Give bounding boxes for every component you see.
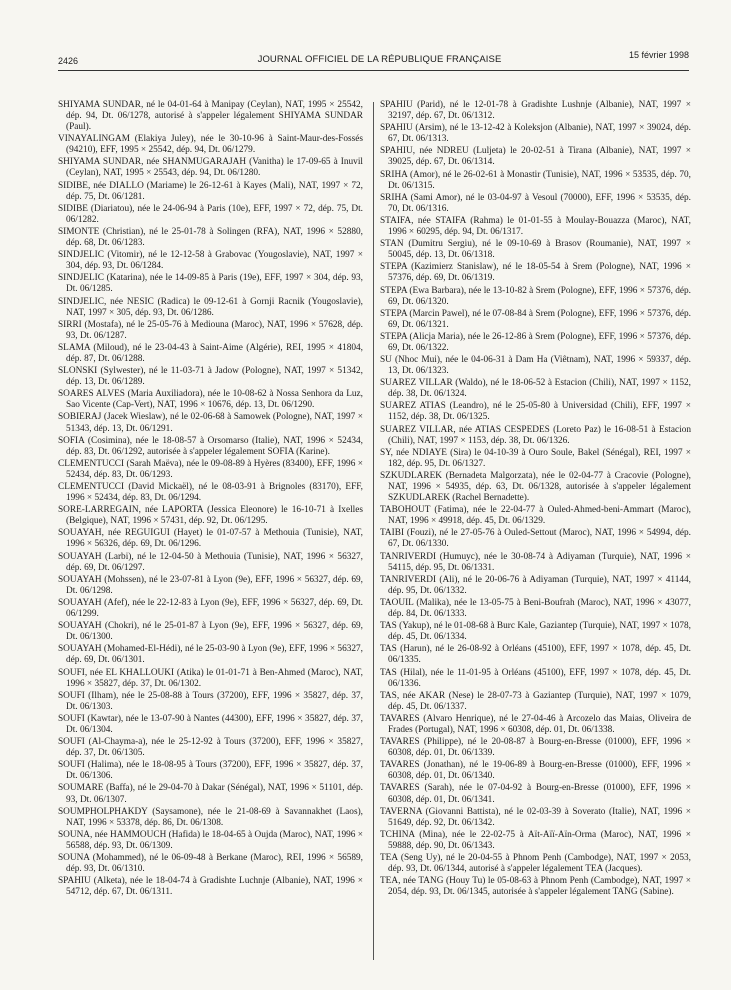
naturalization-entry: SLONSKI (Sylwester), né le 11-03-71 à Jadow (Pologne), NAT, 1997 × 51342, dép. 13, Dt. 06/1289. — [58, 366, 363, 388]
right-column — [380, 100, 691, 899]
naturalization-entry: TAIBI (Fouzi), né le 27-05-76 à Ouled-Settout (Maroc), NAT, 1996 × 54994, dép. 67, Dt. 06/1330. — [380, 528, 691, 550]
naturalization-entry: STEPA (Marcin Pawel), né le 07-08-84 à Srem (Pologne), EFF, 1996 × 57376, dép. 69, Dt. 06/1321. — [380, 308, 691, 330]
issue-date: 15 février 1998 — [628, 50, 689, 60]
naturalization-entry: SY, née NDIAYE (Sira) le 04-10-39 à Ouro Soule, Bakel (Sénégal), REI, 1997 × 182, dép. 95, Dt. 06/1327. — [380, 447, 691, 469]
naturalization-entry: SOUFI (Halima), née le 18-08-95 à Tours (37200), EFF, 1996 × 35827, dép. 37, Dt. 06/1306. — [58, 760, 363, 782]
naturalization-entry: SPAHIU (Arsim), né le 13-12-42 à Koleksjon (Albanie), NAT, 1997 × 39024, dép. 67, Dt. 06/1313. — [380, 123, 691, 145]
naturalization-entry: CLEMENTUCCI (Sarah Maëva), née le 09-08-89 à Hyères (83400), EFF, 1996 × 52434, dép. 83, Dt. 06/1293. — [58, 458, 363, 480]
naturalization-entry: SHIYAMA SUNDAR, née SHANMUGARAJAH (Vanitha) le 17-09-65 à Inuvil (Ceylan), NAT, 1995 × 25543, dép. 94, Dt. 06/1280. — [58, 157, 363, 179]
page-header — [58, 50, 701, 70]
naturalization-entry: SOBIERAJ (Jacek Wieslaw), né le 02-06-68 à Samowek (Pologne), NAT, 1997 × 51343, dép. 13, Dt. 06/1291. — [58, 412, 363, 434]
naturalization-entry: SHIYAMA SUNDAR, né le 04-01-64 à Manipay (Ceylan), NAT, 1995 × 25542, dép. 94, Dt. 06/1278, autorisé à s'appeler légalement SHIYAMA SUNDAR (Paul). — [58, 100, 363, 133]
naturalization-entry: SIDIBE (Diariatou), née le 24-06-94 à Paris (10e), EFF, 1997 × 72, dép. 75, Dt. 06/1282. — [58, 203, 363, 225]
naturalization-entry: SINDJELIC, née NESIC (Radica) le 09-12-61 à Gornji Racnik (Yougoslavie), NAT, 1997 × 305, dép. 93, Dt. 06/1286. — [58, 296, 363, 318]
naturalization-entry: CLEMENTUCCI (David Mickaël), né le 08-03-91 à Brignoles (83170), EFF, 1996 × 52434, dép. 83, Dt. 06/1294. — [58, 482, 363, 504]
naturalization-entry: SRIHA (Amor), né le 26-02-61 à Monastir (Tunisie), NAT, 1996 × 53535, dép. 70, Dt. 06/1315. — [380, 169, 691, 191]
naturalization-entry: SPAHIU, née NDREU (Luljeta) le 20-02-51 à Tirana (Albanie), NAT, 1997 × 39025, dép. 67, Dt. 06/1314. — [380, 146, 691, 168]
naturalization-entry: SIMONTE (Christian), né le 25-01-78 à Solingen (RFA), NAT, 1996 × 52880, dép. 68, Dt. 06/1283. — [58, 226, 363, 249]
naturalization-entry: TANRIVERDI (Humuyc), née le 30-08-74 à Adiyaman (Turquie), NAT, 1996 × 54115, dép. 95, Dt. 06/1331. — [380, 551, 691, 573]
naturalization-entry: STEPA (Ewa Barbara), née le 13-10-82 à Srem (Pologne), EFF, 1996 × 57376, dép. 69, Dt. 06/1320. — [380, 285, 691, 307]
naturalization-entry: SOUAYAH (Mohamed-El-Hédi), né le 25-03-90 à Lyon (9e), EFF, 1996 × 56327, dép. 69, Dt. 06/1301. — [58, 644, 363, 666]
left-column — [58, 100, 363, 899]
naturalization-entry: SUAREZ VILLAR, née ATIAS CESPEDES (Loreto Paz) le 16-08-51 à Estacion (Chili), NAT, 1997 × 1153, dép. 38, Dt. 06/1326. — [380, 424, 691, 446]
naturalization-entry: SOUAYAH (Chokri), né le 25-01-87 à Lyon (9e), EFF, 1996 × 56327, dép. 69, Dt. 06/1300. — [58, 621, 363, 643]
naturalization-entry: SU (Nhoc Mui), née le 04-06-31 à Dam Ha (Viêtnam), NAT, 1996 × 59337, dép. 13, Dt. 06/1323. — [380, 355, 691, 377]
naturalization-entry: SOUMARE (Baffa), né le 29-04-70 à Dakar (Sénégal), NAT, 1996 × 51101, dép. 93, Dt. 06/1307. — [58, 783, 363, 805]
naturalization-entry: SOUNA, née HAMMOUCH (Hafida) le 18-04-65 à Oujda (Maroc), NAT, 1996 × 56588, dép. 93, Dt. 06/1309. — [58, 829, 363, 851]
naturalization-entry: TAS (Yakup), né le 01-08-68 à Burc Kale, Gaziantep (Turquie), NAT, 1997 × 1078, dép. 45, Dt. 06/1334. — [380, 621, 691, 643]
column-divider — [373, 102, 374, 960]
page-number: 2426 — [58, 56, 79, 66]
naturalization-entry: SIRRI (Mostafa), né le 25-05-76 à Mediouna (Maroc), NAT, 1996 × 57628, dép. 93, Dt. 06/1287. — [58, 319, 363, 341]
naturalization-entry: SUAREZ VILLAR (Waldo), né le 18-06-52 à Estacion (Chili), NAT, 1997 × 1152, dép. 38, Dt. 06/1324. — [380, 378, 691, 400]
naturalization-entry: SOUFI (Al-Chayma-a), née le 25-12-92 à Tours (37200), EFF, 1996 × 35827, dép. 37, Dt. 06/1305. — [58, 737, 363, 759]
naturalization-entry: TAVARES (Philippe), né le 20-08-87 à Bourg-en-Bresse (01000), EFF, 1996 × 60308, dép. 01, Dt. 06/1339. — [380, 737, 691, 759]
naturalization-entry: TAS (Harun), né le 26-08-92 à Orléans (45100), EFF, 1997 × 1078, dép. 45, Dt. 06/1335. — [380, 644, 691, 666]
naturalization-entry: TAVARES (Jonathan), né le 19-06-89 à Bourg-en-Bresse (01000), EFF, 1996 × 60308, dép. 01, Dt. 06/1340. — [380, 760, 691, 782]
naturalization-entry: SORE-LARREGAIN, née LAPORTA (Jessica Eleonore) le 16-10-71 à Ixelles (Belgique), NAT, 1996 × 57431, dép. 92, Dt. 06/1295. — [58, 505, 363, 527]
naturalization-entry: TANRIVERDI (Ali), né le 20-06-76 à Adiyaman (Turquie), NAT, 1997 × 41144, dép. 95, Dt. 06/1332. — [380, 574, 691, 596]
naturalization-entry: TAVARES (Alvaro Henrique), né le 27-04-46 à Arcozelo das Maias, Oliveira de Frades (Portugal), NAT, 1996 × 60308, dép. 01, Dt. 06/1338. — [380, 713, 691, 735]
naturalization-entry: SPAHIU (Alketa), née le 18-04-74 à Gradishte Luchnje (Albanie), NAT, 1996 × 54712, dép. 67, Dt. 06/1311. — [58, 876, 363, 898]
naturalization-entry: SOUNA (Mohammed), né le 06-09-48 à Berkane (Maroc), REI, 1996 × 56589, dép. 93, Dt. 06/1310. — [58, 853, 363, 875]
naturalization-entry: SUAREZ ATIAS (Leandro), né le 25-05-80 à Universidad (Chili), EFF, 1997 × 1152, dép. 38, Dt. 06/1325. — [380, 401, 691, 423]
naturalization-entry: TABOHOUT (Fatima), née le 22-04-77 à Ouled-Ahmed-beni-Ammart (Maroc), NAT, 1996 × 49918, dép. 45, Dt. 06/1329. — [380, 505, 691, 527]
naturalization-entry: SINDJELIC (Vitomir), né le 12-12-58 à Grabovac (Yougoslavie), NAT, 1997 × 304, dép. 93, Dt. 06/1284. — [58, 250, 363, 272]
naturalization-entry: SOUAYAH, née REGUIGUI (Hayet) le 01-07-57 à Methouia (Tunisie), NAT, 1996 × 56326, dép. 69, Dt. 06/1296. — [58, 528, 363, 550]
header-rule — [58, 70, 689, 71]
naturalization-entry: SOUFI (Ilham), née le 25-08-88 à Tours (37200), EFF, 1996 × 35827, dép. 37, Dt. 06/1303. — [58, 690, 363, 712]
naturalization-entry: SOFIA (Cosimina), née le 18-08-57 à Orsomarso (Italie), NAT, 1996 × 52434, dép. 83, Dt. 06/1292, autorisée à s'appeler légalement SOFIA (Karine). — [58, 435, 363, 457]
naturalization-entry: SRIHA (Sami Amor), né le 03-04-97 à Vesoul (70000), EFF, 1996 × 53535, dép. 70, Dt. 06/1316. — [380, 192, 691, 214]
naturalization-entry: TAS, née AKAR (Nese) le 28-07-73 à Gaziantep (Turquie), NAT, 1997 × 1079, dép. 45, Dt. 06/1337. — [380, 690, 691, 712]
naturalization-entry: TAVARES (Sarah), née le 07-04-92 à Bourg-en-Bresse (01000), EFF, 1996 × 60308, dép. 01, Dt. 06/1341. — [380, 783, 691, 805]
naturalization-entry: STAN (Dumitru Sergiu), né le 09-10-69 à Brasov (Roumanie), NAT, 1997 × 50045, dép. 13, Dt. 06/1318. — [380, 239, 691, 261]
naturalization-entry: STEPA (Alicja Maria), née le 26-12-86 à Srem (Pologne), EFF, 1996 × 57376, dép. 69, Dt. 06/1322. — [380, 331, 691, 353]
naturalization-entry: SOUMPHOLPHAKDY (Saysamone), née le 21-08-69 à Savannakhet (Laos), NAT, 1996 × 53378, dép. 86, Dt. 06/1308. — [58, 806, 363, 828]
naturalization-entry: VINAYALINGAM (Elakiya Juley), née le 30-10-96 à Saint-Maur-des-Fossés (94210), EFF, 1995 × 25542, dép. 94, Dt. 06/1279. — [58, 134, 363, 156]
naturalization-entry: SIDIBE, née DIALLO (Mariame) le 26-12-61 à Kayes (Mali), NAT, 1997 × 72, dép. 75, Dt. 06/1281. — [58, 180, 363, 202]
naturalization-entry: SOUFI (Kawtar), née le 13-07-90 à Nantes (44300), EFF, 1996 × 35827, dép. 37, Dt. 06/1304. — [58, 713, 363, 735]
naturalization-entry: TAVERNA (Giovanni Battista), né le 02-03-39 à Soverato (Italie), NAT, 1996 × 51649, dép. 92, Dt. 06/1342. — [380, 806, 691, 828]
naturalization-entry: TEA (Seng Uy), né le 20-04-55 à Phnom Penh (Cambodge), NAT, 1997 × 2053, dép. 93, Dt. 06/1344, autorisé à s'appeler légalement TEA (Jacques). — [380, 853, 691, 875]
naturalization-entry: TCHINA (Mina), née le 22-02-75 à Aït-Aïï-Aïn-Orma (Maroc), NAT, 1996 × 59888, dép. 90, Dt. 06/1343. — [380, 829, 691, 851]
naturalization-entry: STEPA (Kazimierz Stanislaw), né le 18-05-54 à Srem (Pologne), NAT, 1996 × 57376, dép. 69, Dt. 06/1319. — [380, 262, 691, 284]
naturalization-entry: SOUAYAH (Afef), née le 22-12-83 à Lyon (9e), EFF, 1996 × 56327, dép. 69, Dt. 06/1299. — [58, 597, 363, 620]
naturalization-entry: SINDJELIC (Katarina), née le 14-09-85 à Paris (19e), EFF, 1997 × 304, dép. 93, Dt. 06/1285. — [58, 273, 363, 295]
naturalization-entry: TEA, née TANG (Houy Tu) le 05-08-63 à Phnom Penh (Cambodge), NAT, 1997 × 2054, dép. 93, Dt. 06/1345, autorisée à s'appeler légalement TANG (Sabine). — [380, 876, 691, 898]
naturalization-entry: TAS (Hilal), née le 11-01-95 à Orléans (45100), EFF, 1997 × 1078, dép. 45, Dt. 06/1336. — [380, 667, 691, 689]
naturalization-entry: SPAHIU (Parid), né le 12-01-78 à Gradishte Lushnje (Albanie), NAT, 1997 × 32197, dép. 67, Dt. 06/1312. — [380, 100, 691, 122]
naturalization-entry: SZKUDLAREK (Bernadeta Malgorzata), née le 02-04-77 à Cracovie (Pologne), NAT, 1996 × 54935, dép. 63, Dt. 06/1328, autorisée à s'appeler légalement SZKUDLAREK (Rachel Bernadette). — [380, 471, 691, 504]
naturalization-entry: SOUFI, née EL KHALLOUKI (Atika) le 01-01-71 à Ben-Ahmed (Maroc), NAT, 1996 × 35827, dép. 37, Dt. 06/1302. — [58, 667, 363, 689]
naturalization-entry: SOUAYAH (Larbi), né le 12-04-50 à Methouia (Tunisie), NAT, 1996 × 56327, dép. 69, Dt. 06/1297. — [58, 551, 363, 573]
naturalization-entry: SOUAYAH (Mohssen), né le 23-07-81 à Lyon (9e), EFF, 1996 × 56327, dép. 69, Dt. 06/1298. — [58, 574, 363, 596]
naturalization-entry: SLAMA (Miloud), né le 23-04-43 à Saint-Aime (Algérie), REI, 1995 × 41804, dép. 87, Dt. 06/1288. — [58, 342, 363, 364]
naturalization-entry: SOARES ALVES (Maria Auxiliadora), née le 10-08-62 à Nossa Senhora da Luz, Sao Vicente (Cap-Vert), NAT, 1996 × 10676, dép. 13, Dt. 06/1290. — [58, 389, 363, 411]
naturalization-entry: TAOUIL (Malika), née le 13-05-75 à Beni-Boufrah (Maroc), NAT, 1996 × 43077, dép. 84, Dt. 06/1333. — [380, 597, 691, 620]
naturalization-entry: STAIFA, née STAIFA (Rahma) le 01-01-55 à Moulay-Bouazza (Maroc), NAT, 1996 × 60295, dép. 94, Dt. 06/1317. — [380, 215, 691, 237]
journal-title: JOURNAL OFFICIEL DE LA RÉPUBLIQUE FRANÇAISE — [257, 54, 502, 65]
